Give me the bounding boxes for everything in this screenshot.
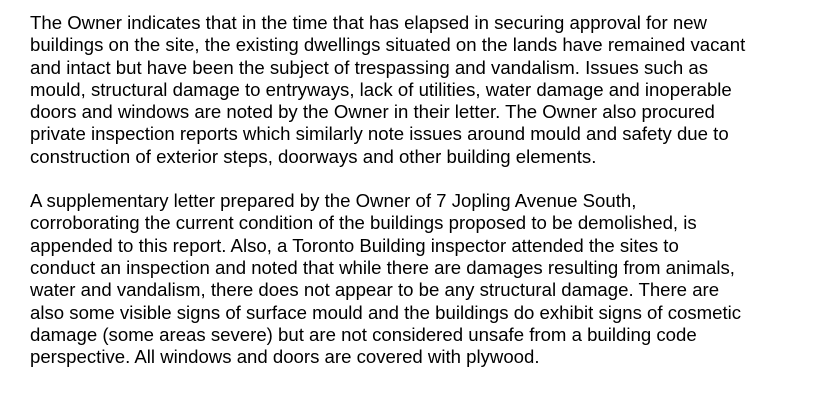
- text-line: buildings on the site, the existing dwellings situated on the lands have remained vacant: [30, 34, 746, 56]
- paragraph-supplementary-letter: [30, 190, 820, 368]
- text-line: doors and windows are noted by the Owner in their letter. The Owner also procured: [30, 101, 715, 123]
- text-line: and intact but have been the subject of trespassing and vandalism. Issues such as: [30, 56, 709, 78]
- text-line: appended to this report. Also, a Toronto Building inspector attended the sites to: [30, 234, 679, 256]
- text-line: corroborating the current condition of the buildings proposed to be demolished, is: [30, 212, 697, 234]
- text-line: mould, structural damage to entryways, lack of utilities, water damage and inoperable: [30, 78, 732, 100]
- text-line: conduct an inspection and noted that while there are damages resulting from animals,: [30, 256, 735, 278]
- text-line: water and vandalism, there does not appear to be any structural damage. There are: [30, 279, 720, 301]
- text-line: construction of exterior steps, doorways and other building elements.: [30, 145, 597, 167]
- text-line: A supplementary letter prepared by the Owner of 7 Jopling Avenue South,: [30, 190, 637, 212]
- text-line: private inspection reports which similarly note issues around mould and safety due to: [30, 123, 729, 145]
- text-line: perspective. All windows and doors are covered with plywood.: [30, 346, 540, 368]
- paragraph-owner-indications: [30, 12, 820, 168]
- text-line: The Owner indicates that in the time that has elapsed in securing approval for new: [30, 12, 707, 33]
- document-body: [30, 12, 820, 368]
- text-line: also some visible signs of surface mould and the buildings do exhibit signs of cosmetic: [30, 301, 742, 323]
- paragraph-spacer: [30, 168, 820, 190]
- text-line: damage (some areas severe) but are not considered unsafe from a building code: [30, 323, 697, 345]
